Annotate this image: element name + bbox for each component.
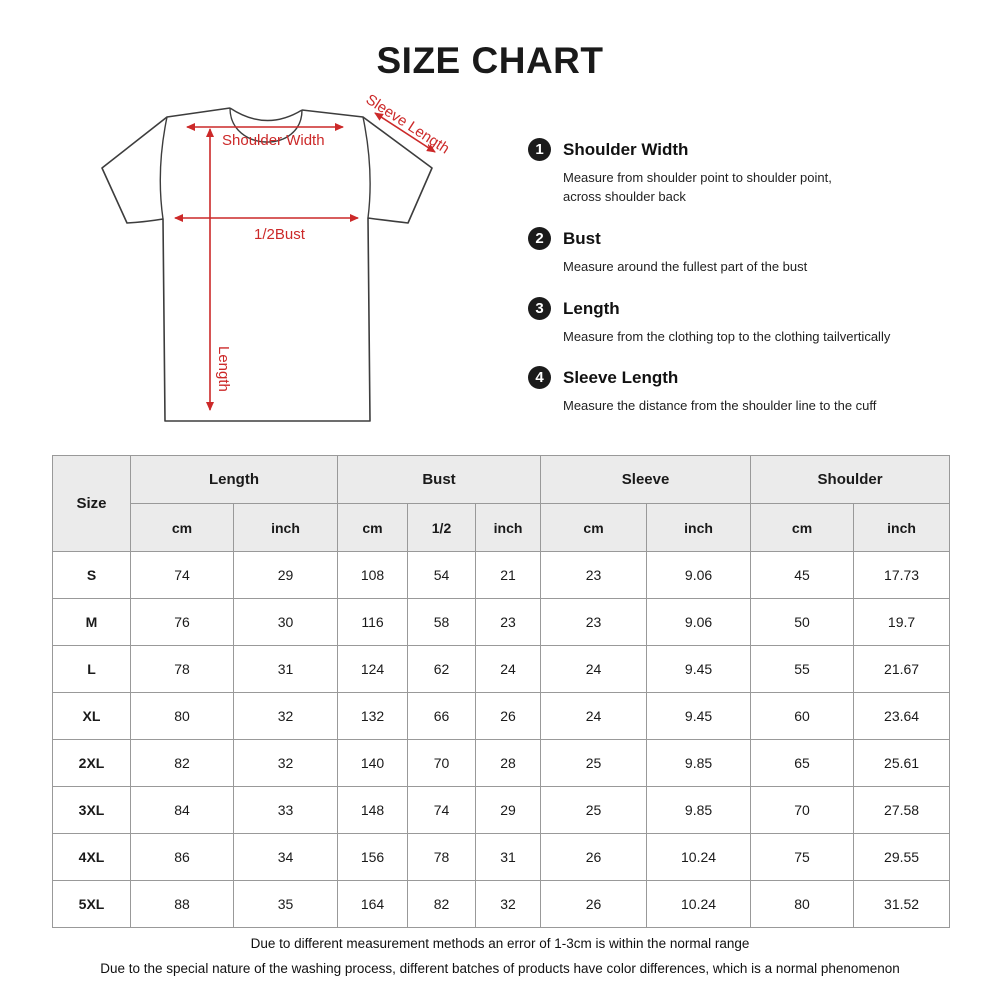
measure-cell: 25 <box>541 740 647 787</box>
measure-cell: 124 <box>338 646 408 693</box>
shoulder-width-diagram-label: Shoulder Width <box>222 132 325 149</box>
measure-cell: 32 <box>234 740 338 787</box>
legend-item-description: Measure the distance from the shoulder line to the cuff <box>563 398 877 413</box>
col-group-size: Size <box>53 456 131 552</box>
measure-cell: 70 <box>408 740 476 787</box>
legend-item-title: Sleeve Length <box>563 367 679 387</box>
measure-cell: 78 <box>408 834 476 881</box>
table-row <box>53 787 950 834</box>
measure-cell: 9.45 <box>647 693 751 740</box>
measure-cell: 50 <box>751 599 854 646</box>
legend-item-title: Length <box>563 298 620 318</box>
measure-cell: 26 <box>541 834 647 881</box>
sub-header-sleeve-inch: inch <box>647 504 751 552</box>
measure-cell: 29 <box>234 552 338 599</box>
measure-cell: 148 <box>338 787 408 834</box>
sub-header-shoulder-cm: cm <box>751 504 854 552</box>
col-group-bust: Bust <box>338 456 541 504</box>
legend-number-badge: 4 <box>528 366 551 389</box>
measure-cell: 58 <box>408 599 476 646</box>
left-sleeve-seam <box>160 117 167 219</box>
sub-header-shoulder-inch: inch <box>854 504 950 552</box>
measure-cell: 31 <box>476 834 541 881</box>
measure-cell: 74 <box>408 787 476 834</box>
size-cell: 4XL <box>53 834 131 881</box>
measure-cell: 21 <box>476 552 541 599</box>
measure-cell: 80 <box>751 881 854 928</box>
sub-header-bust-cm: cm <box>338 504 408 552</box>
col-group-sleeve: Sleeve <box>541 456 751 504</box>
footer-notes <box>0 936 1000 986</box>
table-row <box>53 740 950 787</box>
measure-cell: 32 <box>476 881 541 928</box>
measure-cell: 35 <box>234 881 338 928</box>
measure-cell: 31.52 <box>854 881 950 928</box>
measure-cell: 132 <box>338 693 408 740</box>
measure-cell: 30 <box>234 599 338 646</box>
measure-cell: 78 <box>131 646 234 693</box>
legend-item-description: Measure from shoulder point to shoulder point, across shoulder back <box>563 170 832 204</box>
table-body <box>53 552 950 928</box>
sub-header-bust-half: 1/2 <box>408 504 476 552</box>
page-title: SIZE CHART <box>376 40 604 81</box>
measure-cell: 23 <box>476 599 541 646</box>
table-row <box>53 552 950 599</box>
measure-cell: 140 <box>338 740 408 787</box>
legend-item-title: Shoulder Width <box>563 139 689 159</box>
measure-cell: 25.61 <box>854 740 950 787</box>
legend-item-title: Bust <box>563 228 601 248</box>
size-cell: XL <box>53 693 131 740</box>
measure-cell: 116 <box>338 599 408 646</box>
note-line: Due to the special nature of the washing process, different batches of products have color differences, which is a normal phenomenon <box>100 961 900 976</box>
table-row <box>53 599 950 646</box>
measure-cell: 19.7 <box>854 599 950 646</box>
legend-item-bust <box>528 227 807 276</box>
measurement-legend <box>528 138 968 438</box>
col-group-length: Length <box>131 456 338 504</box>
measure-cell: 25 <box>541 787 647 834</box>
tshirt-diagram <box>80 88 480 438</box>
col-group-shoulder: Shoulder <box>751 456 950 504</box>
measure-cell: 62 <box>408 646 476 693</box>
right-sleeve-seam <box>363 117 370 218</box>
measure-cell: 76 <box>131 599 234 646</box>
measure-cell: 9.85 <box>647 740 751 787</box>
measure-cell: 23 <box>541 599 647 646</box>
size-cell: L <box>53 646 131 693</box>
measure-cell: 21.67 <box>854 646 950 693</box>
measure-cell: 26 <box>541 881 647 928</box>
table-row <box>53 646 950 693</box>
measure-cell: 70 <box>751 787 854 834</box>
measure-cell: 29.55 <box>854 834 950 881</box>
collar-back-line <box>230 108 302 121</box>
measure-cell: 24 <box>541 646 647 693</box>
measure-cell: 9.85 <box>647 787 751 834</box>
legend-number-badge: 1 <box>528 138 551 161</box>
legend-item-description: Measure around the fullest part of the bust <box>563 259 808 274</box>
sub-header-bust-inch: inch <box>476 504 541 552</box>
legend-item-shoulder-width <box>528 138 863 206</box>
measure-cell: 82 <box>131 740 234 787</box>
measure-cell: 80 <box>131 693 234 740</box>
measure-cell: 60 <box>751 693 854 740</box>
measure-cell: 74 <box>131 552 234 599</box>
measure-cell: 34 <box>234 834 338 881</box>
size-table <box>52 455 950 928</box>
measure-cell: 164 <box>338 881 408 928</box>
measure-cell: 10.24 <box>647 881 751 928</box>
measure-cell: 55 <box>751 646 854 693</box>
measure-cell: 10.24 <box>647 834 751 881</box>
measure-cell: 9.45 <box>647 646 751 693</box>
measure-cell: 33 <box>234 787 338 834</box>
measure-cell: 75 <box>751 834 854 881</box>
measure-cell: 29 <box>476 787 541 834</box>
measure-cell: 24 <box>541 693 647 740</box>
half-bust-diagram-label: 1/2Bust <box>254 226 305 243</box>
size-cell: 5XL <box>53 881 131 928</box>
measure-cell: 84 <box>131 787 234 834</box>
measure-cell: 27.58 <box>854 787 950 834</box>
measure-cell: 88 <box>131 881 234 928</box>
measure-cell: 65 <box>751 740 854 787</box>
measure-cell: 86 <box>131 834 234 881</box>
measure-cell: 9.06 <box>647 599 751 646</box>
measure-cell: 28 <box>476 740 541 787</box>
measure-cell: 31 <box>234 646 338 693</box>
measure-cell: 108 <box>338 552 408 599</box>
table-row <box>53 834 950 881</box>
measure-cell: 54 <box>408 552 476 599</box>
sleeve-length-diagram-label: Sleeve Length <box>362 91 453 158</box>
legend-item-length <box>528 297 890 346</box>
size-cell: S <box>53 552 131 599</box>
size-cell: M <box>53 599 131 646</box>
measure-cell: 23.64 <box>854 693 950 740</box>
table-row <box>53 881 950 928</box>
measure-cell: 17.73 <box>854 552 950 599</box>
measure-cell: 32 <box>234 693 338 740</box>
note-line: Due to different measurement methods an error of 1-3cm is within the normal range <box>250 936 750 951</box>
measure-cell: 82 <box>408 881 476 928</box>
sub-header-length-inch: inch <box>234 504 338 552</box>
legend-number-badge: 3 <box>528 297 551 320</box>
size-cell: 3XL <box>53 787 131 834</box>
measure-cell: 156 <box>338 834 408 881</box>
table-row <box>53 693 950 740</box>
measure-cell: 26 <box>476 693 541 740</box>
legend-item-description: Measure from the clothing top to the clothing tailvertically <box>563 329 891 344</box>
measure-cell: 9.06 <box>647 552 751 599</box>
legend-item-sleeve-length <box>528 366 876 415</box>
measure-cell: 23 <box>541 552 647 599</box>
tshirt-outline <box>102 108 432 421</box>
measure-cell: 66 <box>408 693 476 740</box>
measure-cell: 45 <box>751 552 854 599</box>
sub-header-sleeve-cm: cm <box>541 504 647 552</box>
size-cell: 2XL <box>53 740 131 787</box>
legend-number-badge: 2 <box>528 227 551 250</box>
length-diagram-label: Length <box>215 346 232 392</box>
measure-cell: 24 <box>476 646 541 693</box>
sub-header-length-cm: cm <box>131 504 234 552</box>
